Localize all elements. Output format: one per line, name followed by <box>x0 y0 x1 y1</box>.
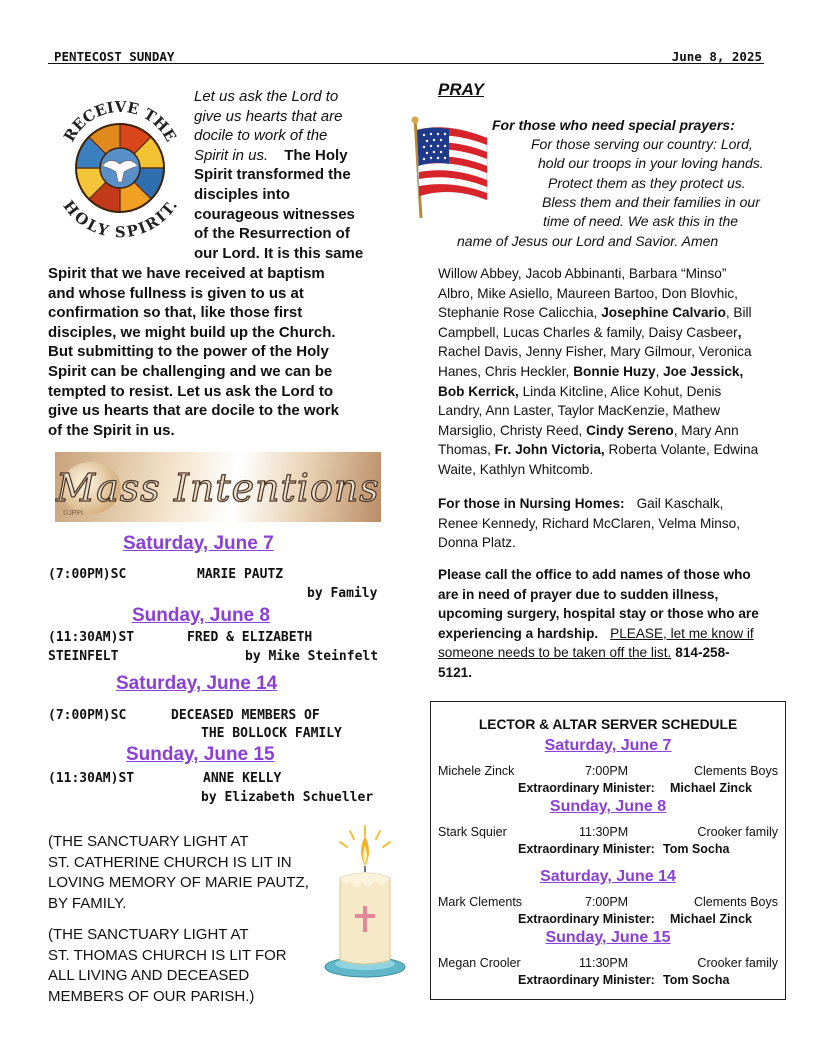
names-line <box>438 362 758 382</box>
call-line: are in need of prayer due to sudden illness, <box>438 586 719 602</box>
sanctuary-line: (THE SANCTUARY LIGHT AT <box>48 833 249 850</box>
call-please-text: PLEASE, let me know if <box>610 625 754 641</box>
names-line <box>438 342 758 362</box>
names-line <box>438 460 758 480</box>
sanctuary-note-st-thomas <box>48 925 287 1007</box>
intention-name: THE BOLLOCK FAMILY <box>201 726 342 741</box>
phone-number: 814-258- <box>675 645 730 661</box>
schedule-minister: Tom Socha <box>663 842 730 856</box>
schedule-time: 11:30PM <box>579 825 629 839</box>
name-text: Roberta Volante, Edwina <box>604 442 759 458</box>
name-text-bold: , <box>737 324 742 340</box>
name-text: Marsiglio, Christy Reed, <box>438 422 587 438</box>
troops-prayer-line: For those serving our country: Lord, <box>531 136 753 152</box>
schedule-servers: Clements Boys <box>693 764 778 778</box>
intro-bold-line: disciples into <box>194 185 290 203</box>
name-text: Waite, Kathlyn Whitcomb. <box>438 461 594 477</box>
schedule-em-label: Extraordinary Minister: <box>518 973 655 987</box>
troops-prayer-line: Protect them as they protect us. <box>548 175 746 191</box>
schedule-date: Sunday, June 15 <box>545 929 671 946</box>
name-text: , Bill <box>725 305 752 321</box>
intro-mixed-line <box>194 146 363 166</box>
schedule-date: Saturday, June 7 <box>544 737 672 754</box>
intention-time: (11:30AM)ST <box>48 771 135 786</box>
name-text: , Mary Ann <box>673 422 739 438</box>
names-line <box>438 264 758 284</box>
header-date: June 8, 2025 <box>671 49 762 64</box>
dove-icon <box>50 86 190 246</box>
schedule-lector: Michele Zinck <box>438 764 515 778</box>
name-text: , <box>655 363 664 379</box>
us-flag-icon <box>407 116 489 220</box>
name-text-bold: Fr. John Victoria, <box>494 442 605 458</box>
intention-heading-sun-june-8: Sunday, June 8 <box>132 605 270 626</box>
call-line: upcoming surgery, hospital stay or those who are <box>438 606 759 622</box>
intro-bold-line: of the Spirit in us. <box>48 421 175 439</box>
sanctuary-line: ALL LIVING AND DECEASED <box>48 967 250 984</box>
nursing-homes-block <box>438 494 740 553</box>
schedule-lector: Megan Crooler <box>438 956 521 970</box>
header-title: PENTECOST SUNDAY <box>54 49 175 64</box>
image-text-top: RECEIVE THE <box>60 97 180 145</box>
intention-time: (7:00PM)SC <box>48 708 127 723</box>
intention-name: FRED & ELIZABETH <box>187 630 313 645</box>
call-remove-text: someone needs to be taken off the list. <box>438 645 672 661</box>
schedule-minister: Michael Zinck <box>670 912 752 926</box>
schedule-minister: Tom Socha <box>663 973 730 987</box>
sanctuary-line: (THE SANCTUARY LIGHT AT <box>48 926 249 943</box>
troops-prayer-line: hold our troops in your loving hands. <box>538 155 764 171</box>
call-office-block <box>438 565 759 683</box>
intention-name: DECEASED MEMBERS OF <box>171 708 320 723</box>
name-text-bold: Cindy Sereno <box>586 422 674 438</box>
schedule-em-label: Extraordinary Minister: <box>518 842 655 856</box>
intention-offered-by: by Family <box>307 586 378 601</box>
troops-prayer-line: time of need. We ask this in the <box>543 213 739 229</box>
schedule-lector: Stark Squier <box>438 825 507 839</box>
intro-bold-line: disciples, we might build up the Church. <box>48 323 336 341</box>
intention-offered-by: by Elizabeth Schueller <box>201 790 374 805</box>
name-text-bold: Joe Jessick, <box>663 363 744 379</box>
intention-name: MARIE PAUTZ <box>197 567 284 582</box>
intro-bold-line: confirmation so that, like those first <box>48 304 303 322</box>
schedule-time: 11:30PM <box>579 956 629 970</box>
names-line <box>438 303 758 323</box>
schedule-date: Sunday, June 8 <box>549 798 667 815</box>
intention-heading-sat-june-14: Saturday, June 14 <box>116 673 278 694</box>
prayer-names-list <box>438 264 758 480</box>
schedule-em-label: Extraordinary Minister: <box>518 781 655 795</box>
header-rule <box>48 63 764 64</box>
schedule-servers: Crooker family <box>697 825 778 839</box>
schedule-servers: Clements Boys <box>693 895 778 909</box>
sanctuary-line: ST. CATHERINE CHURCH IS LIT IN <box>48 853 292 871</box>
nursing-line: Donna Platz. <box>438 535 516 551</box>
receive-holy-spirit-image <box>50 86 190 246</box>
name-text-bold: Bob Kerrick, <box>438 383 519 399</box>
call-line: Please call the office to add names of those who <box>438 567 751 582</box>
names-line <box>438 401 758 421</box>
intro-italic-line: Let us ask the Lord to <box>194 88 339 105</box>
pray-title: PRAY <box>438 80 484 99</box>
name-text: Linda Kitcline, Alice Kohut, Denis <box>518 383 722 399</box>
troops-prayer-line: name of Jesus our Lord and Savior. Amen <box>457 233 719 249</box>
nursing-line <box>438 494 740 514</box>
intro-bold-line: But submitting to the power of the Holy <box>48 343 329 361</box>
name-text: Thomas, <box>438 442 495 458</box>
schedule-servers: Crooker family <box>697 956 778 970</box>
nursing-names: Gail Kaschalk, <box>636 496 724 511</box>
intro-bold-line: Spirit that we have received at baptism <box>48 265 325 282</box>
intro-italic-line: docile to work of the <box>194 127 328 145</box>
call-line <box>438 643 759 663</box>
candle-icon <box>320 822 410 982</box>
mass-intentions-banner <box>55 452 381 522</box>
schedule-time: 7:00PM <box>585 895 629 909</box>
name-text: Albro, Mike Asiello, Maureen Bartoo, Don Blovhic, <box>438 285 738 301</box>
intro-bold-line: tempted to resist. Let us ask the Lord to <box>48 382 334 400</box>
intro-full-block <box>48 264 339 440</box>
special-prayers-heading: For those who need special prayers: <box>492 117 735 133</box>
intro-side-block <box>194 87 363 263</box>
intention-time: (11:30AM)ST <box>48 630 135 645</box>
intro-bold-line: Spirit transformed the <box>194 166 351 184</box>
troops-prayer-line: Bless them and their families in our <box>542 194 760 210</box>
intro-bold-line: of the Resurrection of <box>194 225 350 243</box>
name-text: Hanes, Chris Heckler, <box>438 363 574 379</box>
intro-bold-line: give us hearts that are docile to the work <box>48 402 339 420</box>
name-text-bold: Josephine Calvario <box>601 305 726 321</box>
names-line <box>438 440 758 460</box>
intro-bold-line: our Lord. It is this same <box>194 244 364 262</box>
sanctuary-line: ST. THOMAS CHURCH IS LIT FOR <box>48 946 287 964</box>
sanctuary-line: LOVING MEMORY OF MARIE PAUTZ, <box>48 874 309 891</box>
intro-italic-line: give us hearts that are <box>194 107 343 125</box>
intention-name: ANNE KELLY <box>203 771 282 786</box>
nursing-line: Renee Kennedy, Richard McClaren, Velma Minso, <box>438 515 740 531</box>
call-bold-text: experiencing a hardship. <box>438 625 599 641</box>
names-line <box>438 323 758 343</box>
name-text: Landry, Ann Laster, Taylor MacKenzie, Mathew <box>438 403 721 419</box>
intro-bold-span: The Holy <box>284 146 348 164</box>
intention-heading-sun-june-15: Sunday, June 15 <box>126 744 275 765</box>
schedule-em-label: Extraordinary Minister: <box>518 912 655 926</box>
name-text: Campbell, Lucas Charles & family, Daisy Casbeer <box>438 324 738 340</box>
names-line <box>438 284 758 304</box>
schedule-date: Saturday, June 14 <box>540 868 676 885</box>
image-text-bottom: HOLY SPIRIT. <box>59 197 181 242</box>
intro-bold-line: and whose fullness is given to us at <box>48 284 304 302</box>
banner-title: Mass Intentions <box>56 466 380 510</box>
sanctuary-line: BY FAMILY. <box>48 894 127 912</box>
intention-name: STEINFELT <box>48 649 119 664</box>
schedule-lector: Mark Clements <box>438 895 523 909</box>
names-line <box>438 421 758 441</box>
call-line <box>438 624 759 644</box>
intention-time: (7:00PM)SC <box>48 567 127 582</box>
name-text: Willow Abbey, Jacob Abbinanti, Barbara “Minso” <box>438 266 727 281</box>
name-text-bold: Bonnie Huzy <box>573 363 656 379</box>
intro-bold-line: courageous witnesses <box>194 205 355 223</box>
nursing-label: For those in Nursing Homes: <box>438 496 625 511</box>
name-text: Stephanie Rose Calicchia, <box>438 305 602 321</box>
names-line <box>438 382 758 402</box>
intention-offered-by: by Mike Steinfelt <box>245 649 379 664</box>
sanctuary-line: MEMBERS OF OUR PARISH.) <box>48 987 255 1005</box>
schedule-time: 7:00PM <box>585 764 629 778</box>
intention-heading-sat-june-7: Saturday, June 7 <box>123 533 274 554</box>
schedule-minister: Michael Zinck <box>670 781 752 795</box>
banner-copyright: ©JPPI <box>63 510 83 517</box>
intro-italic-span: Spirit in us. <box>194 146 269 164</box>
schedule-title: LECTOR & ALTAR SERVER SCHEDULE <box>478 717 738 732</box>
sanctuary-note-st-catherine <box>48 832 309 914</box>
phone-number: 5121. <box>438 664 473 680</box>
name-text: Rachel Davis, Jenny Fisher, Mary Gilmour, Veronica <box>438 344 752 360</box>
intro-bold-line: Spirit can be challenging and we can be <box>48 362 333 380</box>
